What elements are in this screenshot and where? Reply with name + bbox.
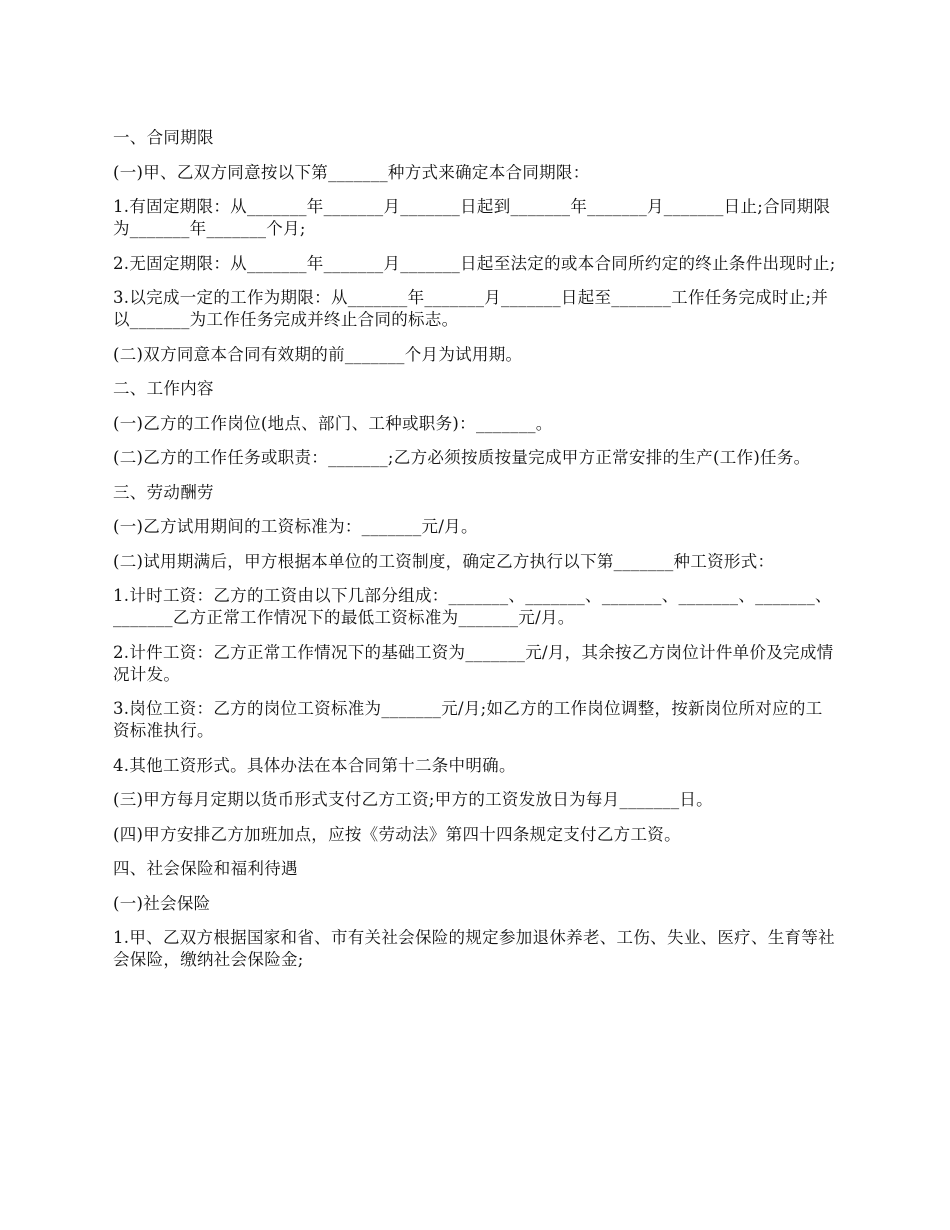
clause-fixed-term: 1.有固定期限：从_______年_______月_______日起到_______年_______月_______日止;合同期限为_______年_______个月; (113, 197, 831, 238)
clause-probation-wage: (一)乙方试用期间的工资标准为：_______元/月。 (113, 517, 478, 536)
clause-task-term: 3.以完成一定的工作为期限：从_______年_______月_______日起至_______工作任务完成时止;并以_______为工作任务完成并终止合同的标志。 (113, 288, 829, 329)
clause-probation: (二)双方同意本合同有效期的前_______个月为试用期。 (113, 344, 523, 364)
clause-time-wage: 1.计时工资：乙方的工资由以下几部分组成：_______、_______、_______、_______、_______、_______乙方正常工作情况下的最低工资标准为_______元/月。 (113, 586, 832, 627)
clause-job-position: (一)乙方的工作岗位(地点、部门、工种或职务)：_______。 (113, 413, 553, 433)
section-heading-social-insurance: 四、社会保险和福利待遇 (113, 859, 298, 878)
clause-open-term: 2.无固定期限：从_______年_______月_______日起至法定的或本合同所约定的终止条件出现时止; (113, 253, 836, 273)
clause-payday: (三)甲方每月定期以货币形式支付乙方工资;甲方的工资发放日为每月_______日。 (113, 790, 713, 809)
clause-other-wage: 4.其他工资形式。具体办法在本合同第十二条中明确。 (113, 755, 516, 775)
section-heading-work-content: 二、工作内容 (113, 379, 214, 398)
subheading-social-insurance: (一)社会保险 (113, 893, 211, 913)
document-body (113, 127, 838, 984)
clause-insurance-participation: 1.甲、乙双方根据国家和省、市有关社会保险的规定参加退休养老、工伤、失业、医疗、生育等社会保险，缴纳社会保险金; (113, 928, 835, 969)
section-heading-remuneration: 三、劳动酬劳 (113, 482, 214, 502)
clause-position-wage: 3.岗位工资：乙方的岗位工资标准为_______元/月;如乙方的工作岗位调整，按新岗位所对应的工资标准执行。 (113, 699, 823, 740)
clause-term-method: (一)甲、乙双方同意按以下第_______种方式来确定本合同期限： (113, 162, 590, 182)
clause-job-duties: (二)乙方的工作任务或职责：_______;乙方必须按质按量完成甲方正常安排的生产(工作)任务。 (113, 448, 811, 467)
clause-piece-wage: 2.计件工资：乙方正常工作情况下的基础工资为_______元/月，其余按乙方岗位计件单价及完成情况计发。 (113, 642, 834, 684)
section-heading-contract-term: 一、合同期限 (113, 128, 214, 147)
clause-wage-form: (二)试用期满后，甲方根据本单位的工资制度，确定乙方执行以下第_______种工资形式： (113, 551, 775, 571)
clause-overtime: (四)甲方安排乙方加班加点，应按《劳动法》第四十四条规定支付乙方工资。 (113, 824, 681, 844)
